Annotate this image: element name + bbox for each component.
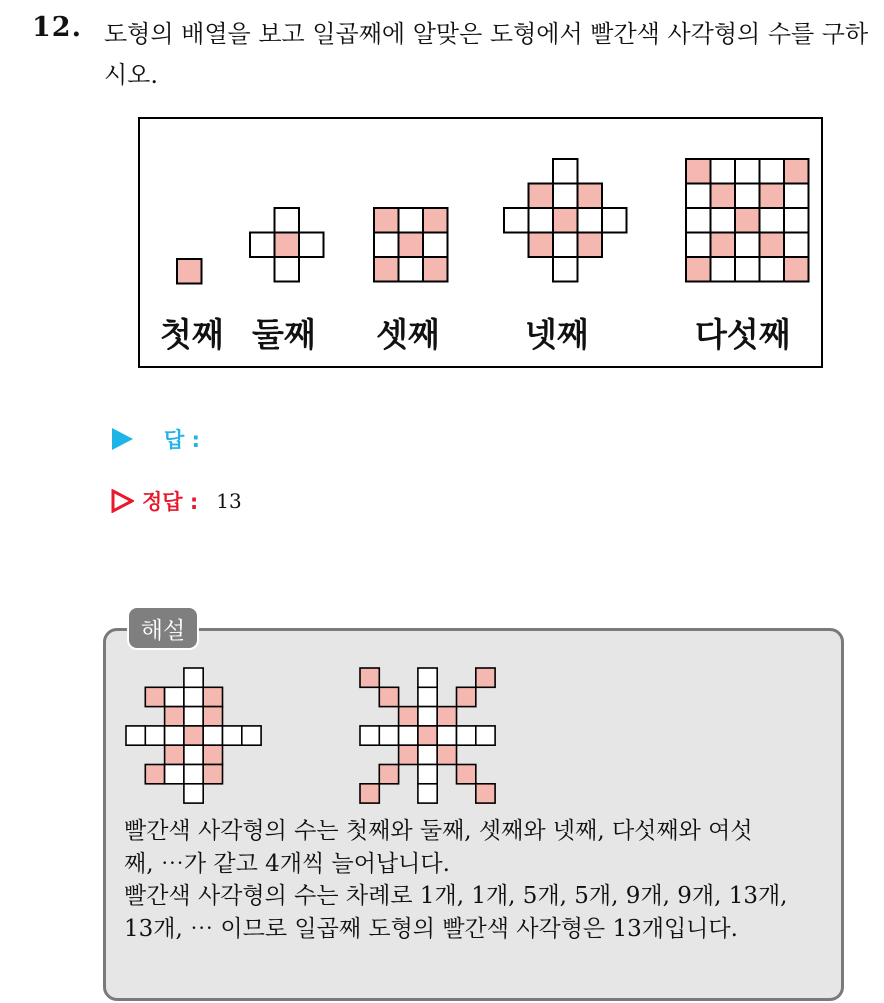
question-text: 도형의 배열을 보고 일곱째에 알맞은 도형에서 빨간색 사각형의 수를 구하시오. xyxy=(104,20,869,89)
white-square xyxy=(418,687,437,706)
white-square xyxy=(418,765,437,784)
red-square xyxy=(379,765,398,784)
white-square xyxy=(145,726,164,745)
white-square xyxy=(553,257,578,282)
white-square xyxy=(399,208,424,233)
red-square xyxy=(399,707,418,726)
red-square xyxy=(165,707,184,726)
white-square xyxy=(711,159,736,184)
red-square xyxy=(437,707,456,726)
correct-answer-value: 13 xyxy=(216,489,242,513)
white-square xyxy=(360,726,379,745)
red-square xyxy=(379,687,398,706)
outline-triangle-icon xyxy=(110,489,134,513)
label-second: 둘째 xyxy=(252,315,316,354)
white-square xyxy=(165,726,184,745)
red-square xyxy=(399,233,424,258)
red-square xyxy=(203,765,222,784)
white-square xyxy=(374,233,399,258)
white-square xyxy=(686,233,711,258)
white-square xyxy=(735,233,760,258)
white-square xyxy=(578,208,603,233)
label-first: 첫째 xyxy=(160,315,224,354)
white-square xyxy=(184,707,203,726)
white-square xyxy=(784,184,809,209)
solution-line: 째, ⋯가 같고 4개씩 늘어납니다. xyxy=(124,850,450,877)
white-square xyxy=(686,184,711,209)
correct-answer-label: 정답 : xyxy=(142,490,199,514)
red-square xyxy=(418,726,437,745)
red-square xyxy=(184,726,203,745)
solution-tag: 해설 xyxy=(127,606,199,650)
white-square xyxy=(784,233,809,258)
white-square xyxy=(275,257,300,282)
white-square xyxy=(184,745,203,764)
white-square xyxy=(735,257,760,282)
white-square xyxy=(711,208,736,233)
red-square xyxy=(711,184,736,209)
white-square xyxy=(184,765,203,784)
white-square xyxy=(735,184,760,209)
solution-line: 13개, ⋯ 이므로 일곱째 도형의 빨간색 사각형은 13개입니다. xyxy=(124,915,738,942)
label-fifth: 다섯째 xyxy=(695,315,791,354)
red-square xyxy=(476,668,495,687)
white-square xyxy=(760,257,785,282)
red-square xyxy=(735,208,760,233)
label-fourth: 넷째 xyxy=(525,315,589,354)
solution-text xyxy=(124,815,844,945)
white-square xyxy=(686,208,711,233)
white-square xyxy=(457,726,476,745)
red-square xyxy=(423,208,448,233)
red-square xyxy=(165,745,184,764)
red-square xyxy=(711,233,736,258)
white-square xyxy=(203,726,222,745)
red-square xyxy=(203,745,222,764)
red-square xyxy=(553,208,578,233)
white-square xyxy=(423,233,448,258)
red-square xyxy=(275,233,300,258)
white-square xyxy=(299,233,324,258)
white-square xyxy=(275,208,300,233)
red-square xyxy=(177,259,202,284)
answer-row xyxy=(110,424,200,454)
red-square xyxy=(686,257,711,282)
white-square xyxy=(529,208,554,233)
red-square xyxy=(760,184,785,209)
white-square xyxy=(760,159,785,184)
solution-figures xyxy=(120,664,520,809)
red-square xyxy=(784,257,809,282)
white-square xyxy=(437,726,456,745)
solution-line: 빨간색 사각형의 수는 첫째와 둘째, 셋째와 넷째, 다섯째와 여섯 xyxy=(124,818,753,844)
red-square xyxy=(578,233,603,258)
white-square xyxy=(418,784,437,803)
white-square xyxy=(553,159,578,184)
white-square xyxy=(504,208,529,233)
red-square xyxy=(145,765,164,784)
red-square xyxy=(437,745,456,764)
red-square xyxy=(399,745,418,764)
white-square xyxy=(602,208,627,233)
white-square xyxy=(553,233,578,258)
red-square xyxy=(145,687,164,706)
red-square xyxy=(374,257,399,282)
pattern-figure-box xyxy=(138,117,823,368)
white-square xyxy=(223,726,242,745)
white-square xyxy=(476,726,495,745)
white-square xyxy=(784,208,809,233)
label-third: 셋째 xyxy=(376,315,440,354)
red-square xyxy=(476,784,495,803)
red-square xyxy=(203,687,222,706)
white-square xyxy=(399,726,418,745)
white-square xyxy=(418,745,437,764)
white-square xyxy=(711,257,736,282)
filled-triangle-icon xyxy=(110,427,134,451)
red-square xyxy=(578,184,603,209)
red-square xyxy=(360,668,379,687)
red-square xyxy=(686,159,711,184)
white-square xyxy=(735,159,760,184)
white-square xyxy=(379,726,398,745)
red-square xyxy=(784,159,809,184)
answer-label: 답 : xyxy=(164,428,200,452)
white-square xyxy=(184,687,203,706)
red-square xyxy=(374,208,399,233)
red-square xyxy=(529,184,554,209)
red-square xyxy=(203,707,222,726)
correct-answer-row xyxy=(110,486,242,516)
red-square xyxy=(457,765,476,784)
red-square xyxy=(529,233,554,258)
white-square xyxy=(165,687,184,706)
white-square xyxy=(418,707,437,726)
red-square xyxy=(760,233,785,258)
white-square xyxy=(184,668,203,687)
white-square xyxy=(553,184,578,209)
white-square xyxy=(184,784,203,803)
white-square xyxy=(399,257,424,282)
question-number: 12. xyxy=(32,12,82,43)
solution-line: 빨간색 사각형의 수는 차례로 1개, 1개, 5개, 5개, 9개, 9개, 13개, xyxy=(124,883,788,909)
white-square xyxy=(418,668,437,687)
white-square xyxy=(165,765,184,784)
red-square xyxy=(423,257,448,282)
white-square xyxy=(126,726,145,745)
white-square xyxy=(242,726,261,745)
white-square xyxy=(250,233,275,258)
red-square xyxy=(457,687,476,706)
white-square xyxy=(760,208,785,233)
red-square xyxy=(360,784,379,803)
